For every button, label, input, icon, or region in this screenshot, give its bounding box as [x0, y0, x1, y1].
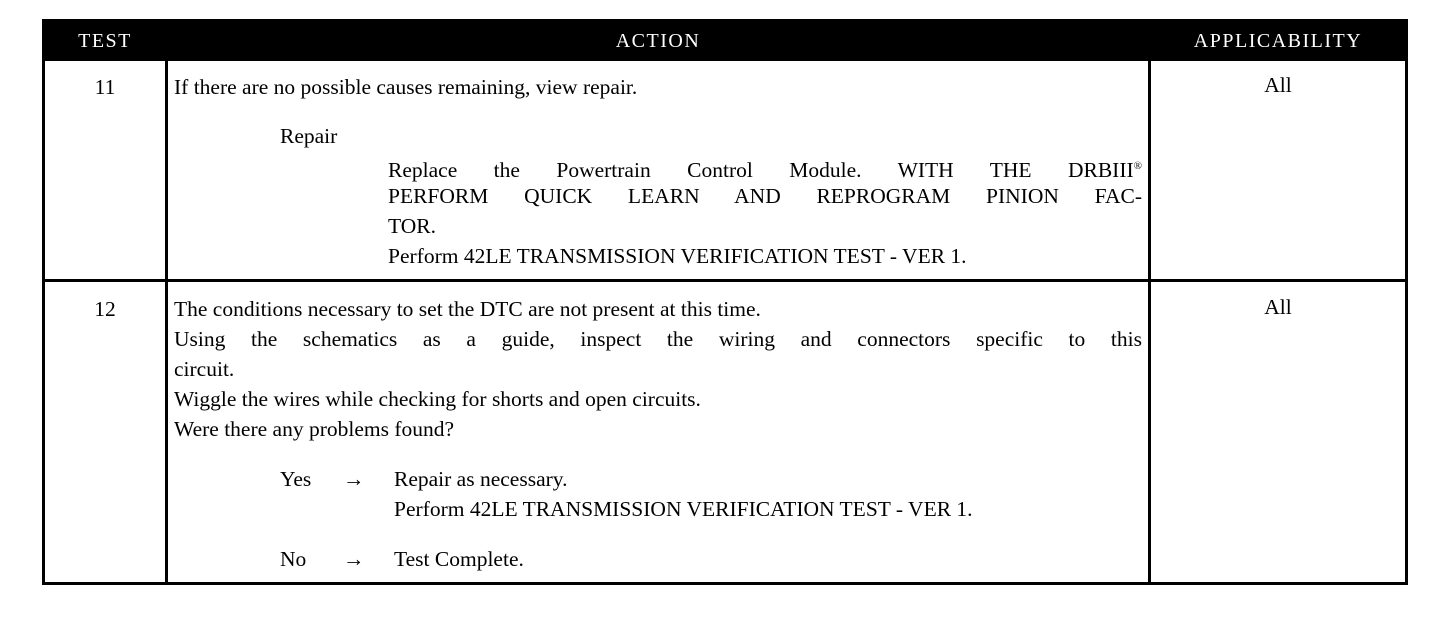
- yes-label: Yes: [280, 467, 312, 491]
- action-text: Using the schematics as a guide, inspect the wiring and connectors specific to this: [174, 327, 1142, 351]
- diagnostic-test-table: [42, 19, 1408, 585]
- repair-text-line: TOR.: [388, 214, 436, 238]
- applicability-value: All: [1264, 73, 1292, 97]
- action-text: If there are no possible causes remaining, view repair.: [174, 75, 638, 99]
- repair-label: Repair: [280, 124, 338, 148]
- test-number: 11: [94, 75, 116, 99]
- yes-action-text: Perform 42LE TRANSMISSION VERIFICATION TEST - VER 1.: [394, 497, 973, 521]
- column-divider: [165, 61, 168, 582]
- repair-text-line: Perform 42LE TRANSMISSION VERIFICATION TEST - VER 1.: [388, 244, 967, 268]
- action-text: circuit.: [174, 357, 235, 381]
- header-test: TEST: [78, 30, 132, 52]
- yes-action-text: Repair as necessary.: [394, 467, 568, 491]
- header-applicability: APPLICABILITY: [1193, 30, 1363, 52]
- arrow-icon: →: [343, 547, 365, 571]
- no-action-text: Test Complete.: [394, 547, 524, 571]
- applicability-value: All: [1264, 295, 1292, 319]
- repair-text-line: PERFORM QUICK LEARN AND REPROGRAM PINION FAC-: [388, 184, 1142, 208]
- table-header: [45, 22, 1405, 61]
- repair-text-line: Replace the Powertrain Control Module. WITH THE DRBIII®: [388, 158, 1142, 182]
- action-text: Wiggle the wires while checking for shorts and open circuits.: [174, 387, 701, 411]
- row-divider: [45, 279, 1405, 282]
- header-action: ACTION: [615, 30, 701, 52]
- arrow-icon: →: [343, 467, 365, 491]
- action-text: The conditions necessary to set the DTC are not present at this time.: [174, 297, 761, 321]
- test-number: 12: [94, 297, 116, 321]
- no-label: No: [280, 547, 307, 571]
- action-text: Were there any problems found?: [174, 417, 455, 441]
